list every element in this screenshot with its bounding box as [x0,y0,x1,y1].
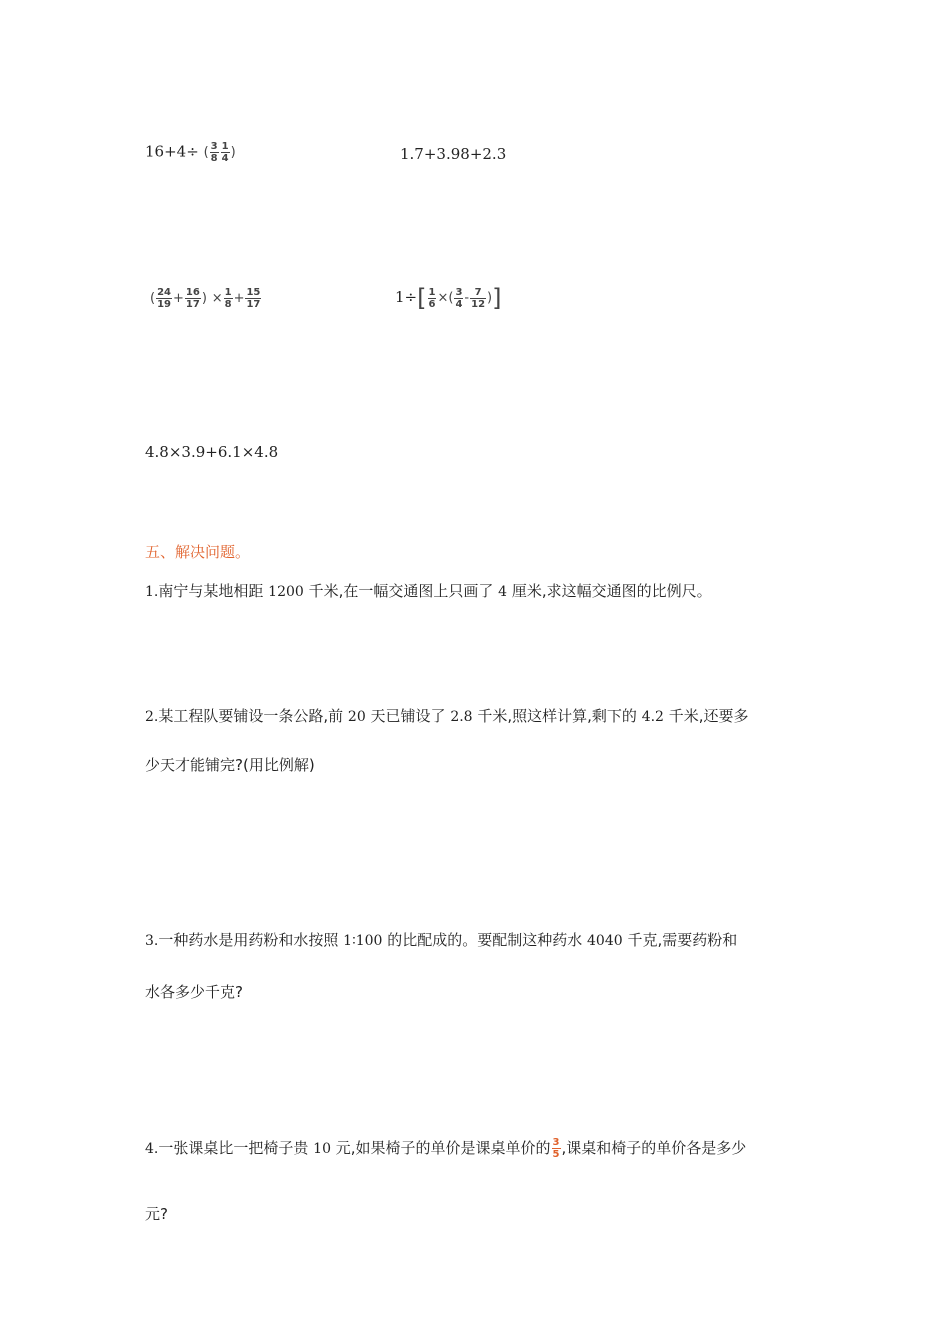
expression-2: 1.7+3.98+2.3 [400,145,507,163]
question-3: 3.一种药水是用药粉和水按照 1∶100 的比配成的。要配制这种药水 4040 千克,需要药粉和 [145,931,738,949]
section-title: 五、解决问题。 [145,543,251,561]
expr4-close-paren: ) [487,290,493,306]
expr4-times: × [437,290,449,306]
question-2-line-2: 少天才能铺完?(用比例解) [145,756,315,774]
expr3-plus: + [173,291,184,306]
expr3-plus2: + [233,291,245,306]
fraction-3-8: $\frac{3}{8}$ [210,141,218,164]
expression-5: 4.8×3.9+6.1×4.8 [145,443,279,461]
fraction-3-5: $\frac{3}{5}$ [552,1137,560,1160]
question-4: 4.一张课桌比一把椅子贵 10 元,如果椅子的单价是课桌单价的 $\frac{3}{5}$ ,课桌和椅子的单价各是多少 [145,1137,747,1160]
question-1: 1.南宁与某地相距 1200 千米,在一幅交通图上只画了 4 厘米,求这幅交通图的比例尺。 [145,582,712,600]
expression-3 [150,287,262,310]
expr3-open-paren: ( [150,291,156,306]
expr1-open-paren: ( [203,145,209,160]
expr4-right-bracket: ] [492,284,502,312]
fraction-7-12: $\frac{7}{12}$ [471,286,486,310]
expr4-minus: - [464,290,470,306]
fraction-24-19: $\frac{24}{19}$ [157,287,171,310]
expression-4 [395,284,502,312]
fraction-15-17: $\frac{15}{17}$ [246,287,261,310]
expr4-open-paren: ( [448,290,454,306]
fraction-16-17: $\frac{16}{17}$ [185,287,200,310]
expr1-close-paren: ) [230,145,236,160]
fraction-1-6: $\frac{1}{6}$ [428,286,436,310]
expression-1 [145,141,236,164]
fraction-1-8: $\frac{1}{8}$ [224,287,232,310]
expr3-times: × [211,291,223,306]
fraction-3-4: $\frac{3}{4}$ [455,286,463,310]
question-4-line-2: 元? [145,1205,168,1223]
expr1-prefix: 16+4÷ [145,142,199,161]
expr3-close-paren: ) [201,291,207,306]
question-2: 2.某工程队要铺设一条公路,前 20 天已铺设了 2.8 千米,照这样计算,剩下的 4.2 千米,还要多 [145,707,749,725]
fraction-1-4: $\frac{1}{4}$ [221,141,229,164]
expr4-prefix: 1÷ [395,288,418,306]
expr4-left-bracket: [ [417,284,427,312]
question-3-line-2: 水各多少千克? [145,983,243,1001]
